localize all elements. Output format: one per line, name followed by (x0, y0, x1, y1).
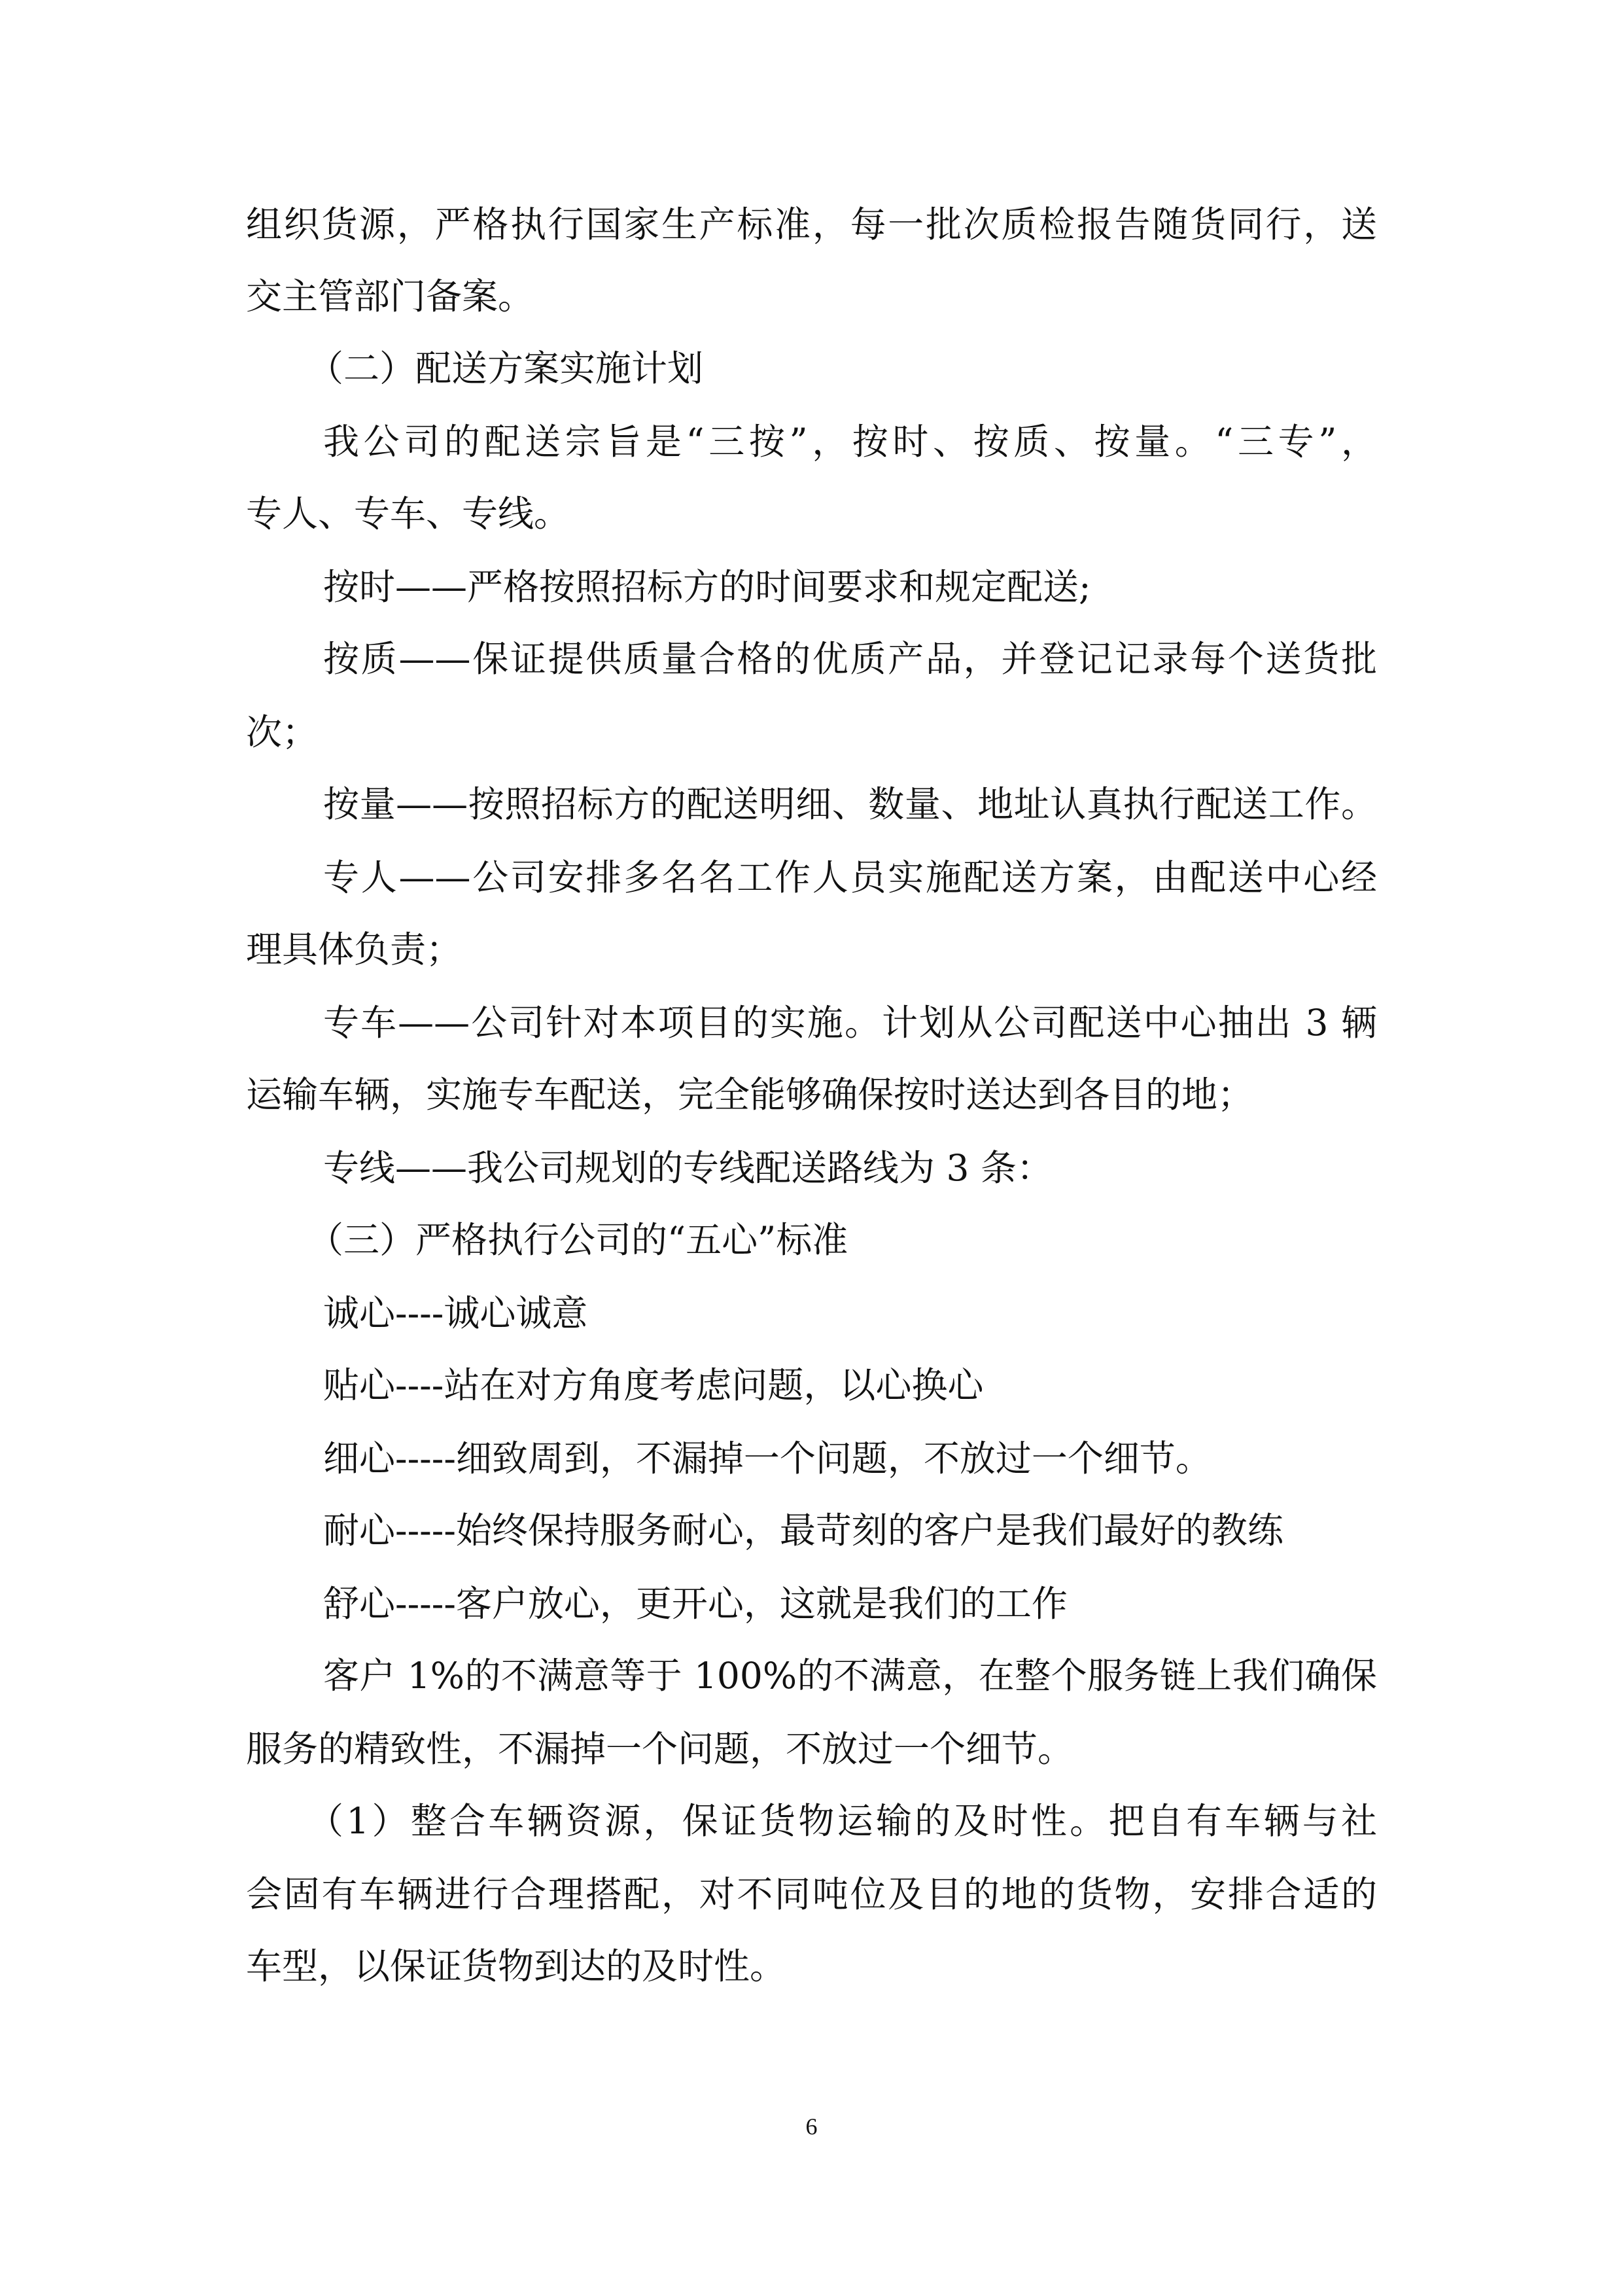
text-line: 耐心-----始终保持服务耐心，最苛刻的客户是我们最好的教练 (323, 1510, 1283, 1551)
text-line: 专线——我公司规划的专线配送路线为 3 条： (323, 1147, 1053, 1189)
text-line: 我公司的配送宗旨是“三按”，按时、按质、按量。“三专”， (323, 421, 1377, 463)
text-line: 诚心----诚心诚意 (323, 1292, 588, 1334)
text-line: 按量——按照招标方的配送明细、数量、地址认真执行配送工作。 (323, 783, 1377, 825)
section-heading: （二）配送方案实施计划 (307, 347, 704, 389)
text-line: 客户 1%的不满意等于 100%的不满意，在整个服务链上我们确保 (323, 1655, 1377, 1697)
text-line: 次； (246, 711, 319, 753)
text-line: 专车——公司针对本项目的实施。计划从公司配送中心抽出 3 辆 (323, 1002, 1377, 1044)
text-line: 运输车辆，实施专车配送，完全能够确保按时送达到各目的地； (246, 1074, 1254, 1116)
text-line: 会固有车辆进行合理搭配，对不同吨位及目的地的货物，安排合适的 (246, 1873, 1377, 1915)
text-line: 细心-----细致周到，不漏掉一个问题，不放过一个细节。 (323, 1438, 1212, 1479)
text-line: 理具体负责； (246, 928, 462, 970)
page-number: 6 (805, 2113, 818, 2140)
text-line: 服务的精致性，不漏掉一个问题，不放过一个细节。 (246, 1728, 1074, 1770)
text-line: 车型，以保证货物到达的及时性。 (246, 1945, 786, 1987)
text-line: 组织货源，严格执行国家生产标准，每一批次质检报告随货同行，送 (246, 203, 1377, 245)
text-line: 按时——严格按照招标方的时间要求和规定配送; (323, 566, 1091, 608)
text-line: （1）整合车辆资源，保证货物运输的及时性。把自有车辆与社 (307, 1800, 1377, 1842)
section-heading: （三）严格执行公司的“五心”标准 (307, 1219, 848, 1261)
text-line: 按质——保证提供质量合格的优质产品，并登记记录每个送货批 (323, 638, 1377, 680)
text-line: 舒心-----客户放心，更开心，这就是我们的工作 (323, 1583, 1068, 1625)
text-line: 贴心----站在对方角度考虑问题，以心换心 (323, 1364, 984, 1406)
text-line: 专人、专车、专线。 (246, 493, 570, 535)
text-line: 交主管部门备案。 (246, 275, 534, 317)
text-line: 专人——公司安排多名名工作人员实施配送方案，由配送中心经 (323, 857, 1377, 898)
